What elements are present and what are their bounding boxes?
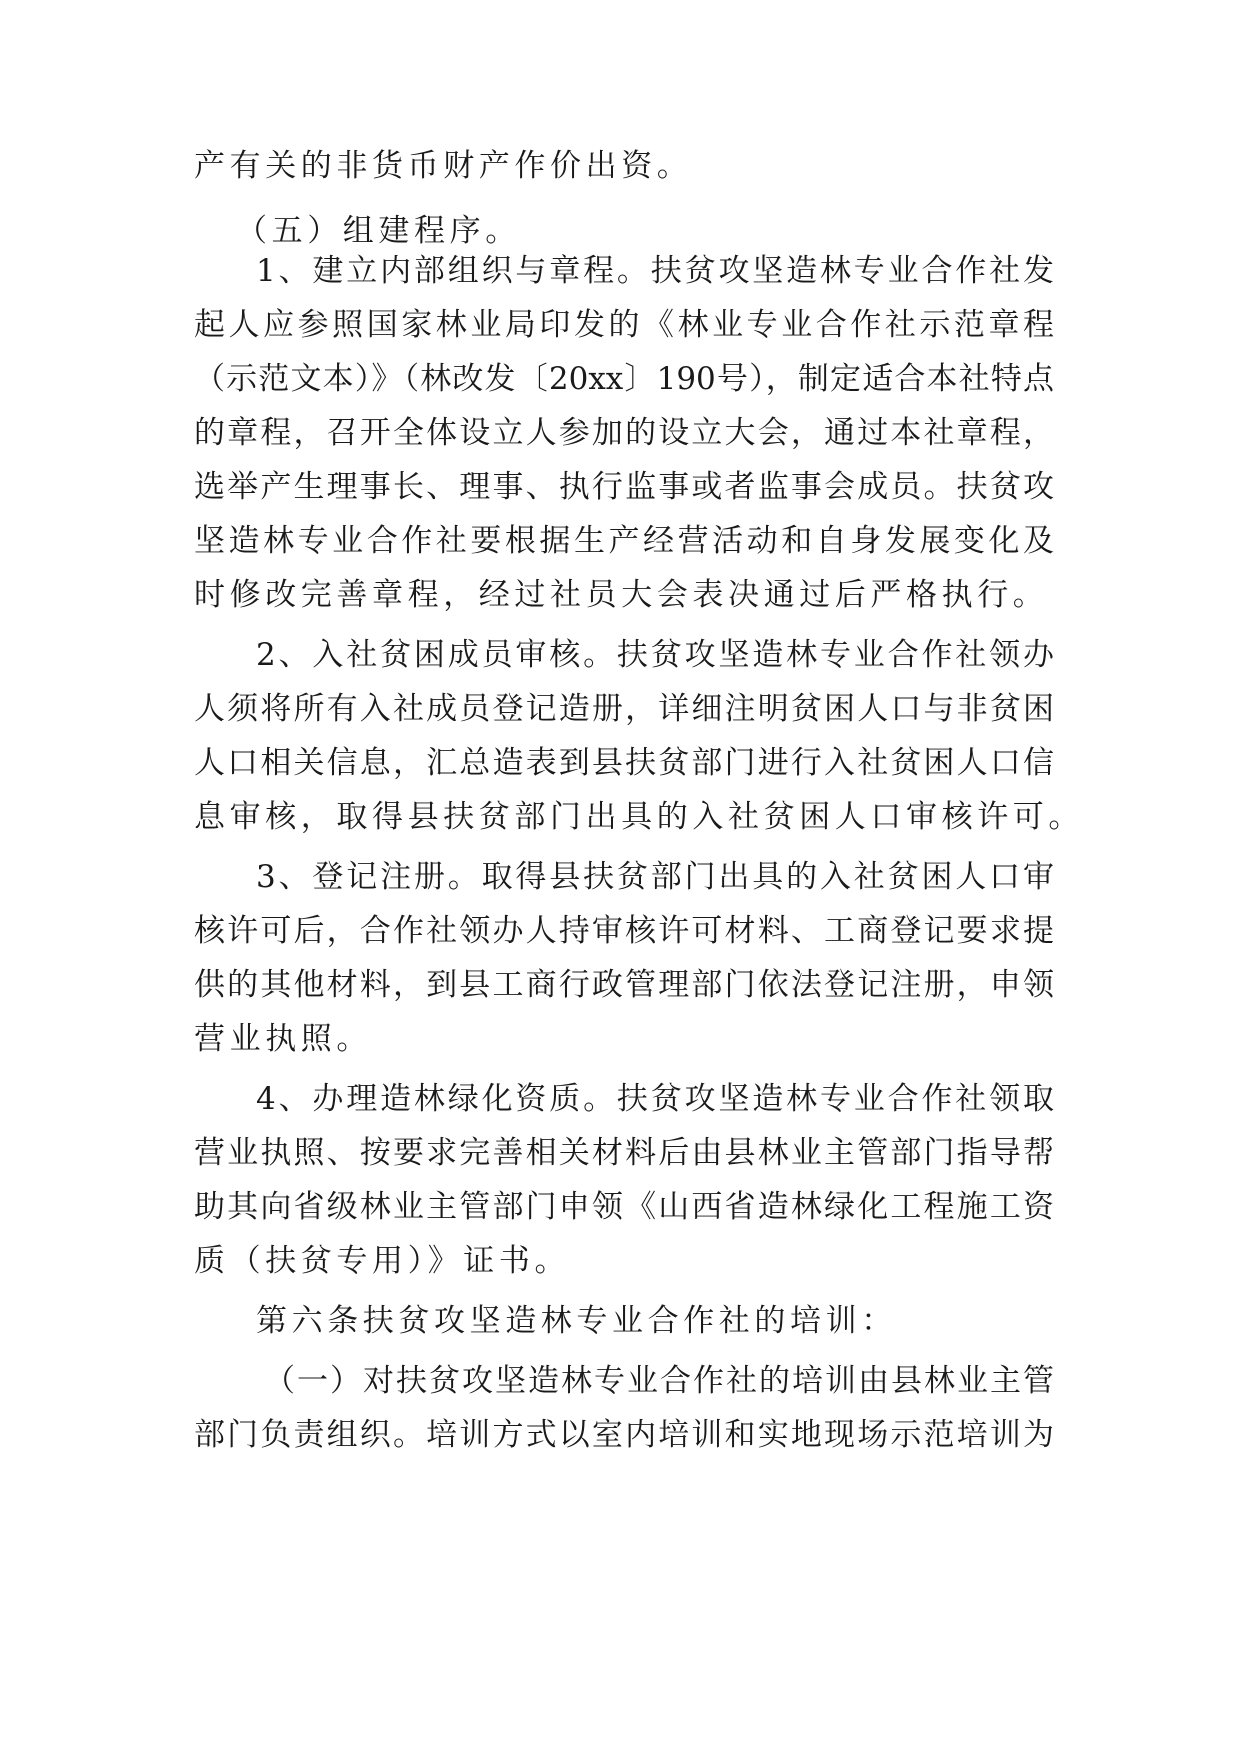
- text-line: 人须将所有入社成员登记造册，详细注明贫困人口与非贫困: [194, 691, 1054, 727]
- text-line: 起人应参照国家林业局印发的《林业专业合作社示范章程: [194, 307, 1054, 343]
- paragraph-first-line: 3、登记注册。取得县扶贫部门出具的入社贫困人口审: [256, 859, 1054, 895]
- paragraph-first-line: 4、办理造林绿化资质。扶贫攻坚造林专业合作社领取: [256, 1081, 1054, 1117]
- text-line: 人口相关信息，汇总造表到县扶贫部门进行入社贫困人口信: [194, 745, 1054, 781]
- paragraph-first-line: 2、入社贫困成员审核。扶贫攻坚造林专业合作社领办: [256, 637, 1054, 673]
- text-line: 核许可后，合作社领办人持审核许可材料、工商登记要求提: [194, 913, 1054, 949]
- article-heading: 第六条扶贫攻坚造林专业合作社的培训：: [256, 1303, 897, 1339]
- text-line: 产有关的非货币财产作价出资。: [194, 148, 693, 184]
- text-line: 质（扶贫专用）》证书。: [194, 1243, 571, 1279]
- text-line: 营业执照。: [194, 1021, 372, 1057]
- text-line: （示范文本）》（林改发〔20xx〕190号），制定适合本社特点: [194, 361, 1054, 397]
- text-line: 营业执照、按要求完善相关材料后由县林业主管部门指导帮: [194, 1135, 1054, 1171]
- text-line: 部门负责组织。培训方式以室内培训和实地现场示范培训为: [194, 1417, 1054, 1453]
- paragraph-first-line: （一）对扶贫攻坚造林专业合作社的培训由县林业主管: [264, 1363, 1054, 1399]
- text-line: 助其向省级林业主管部门申领《山西省造林绿化工程施工资: [194, 1189, 1054, 1225]
- paragraph-first-line: 1、建立内部组织与章程。扶贫攻坚造林专业合作社发: [256, 253, 1054, 289]
- text-line: 选举产生理事长、理事、执行监事或者监事会成员。扶贫攻: [194, 469, 1054, 505]
- text-line: 供的其他材料，到县工商行政管理部门依法登记注册，申领: [194, 967, 1054, 1003]
- text-line: 坚造林专业合作社要根据生产经营活动和自身发展变化及: [194, 523, 1054, 559]
- text-line: 时修改完善章程，经过社员大会表决通过后严格执行。: [194, 577, 1049, 613]
- text-line: 息审核，取得县扶贫部门出具的入社贫困人口审核许可。: [194, 799, 1084, 835]
- section-heading: （五）组建程序。: [236, 213, 521, 249]
- text-line: 的章程，召开全体设立人参加的设立大会，通过本社章程，: [194, 415, 1054, 451]
